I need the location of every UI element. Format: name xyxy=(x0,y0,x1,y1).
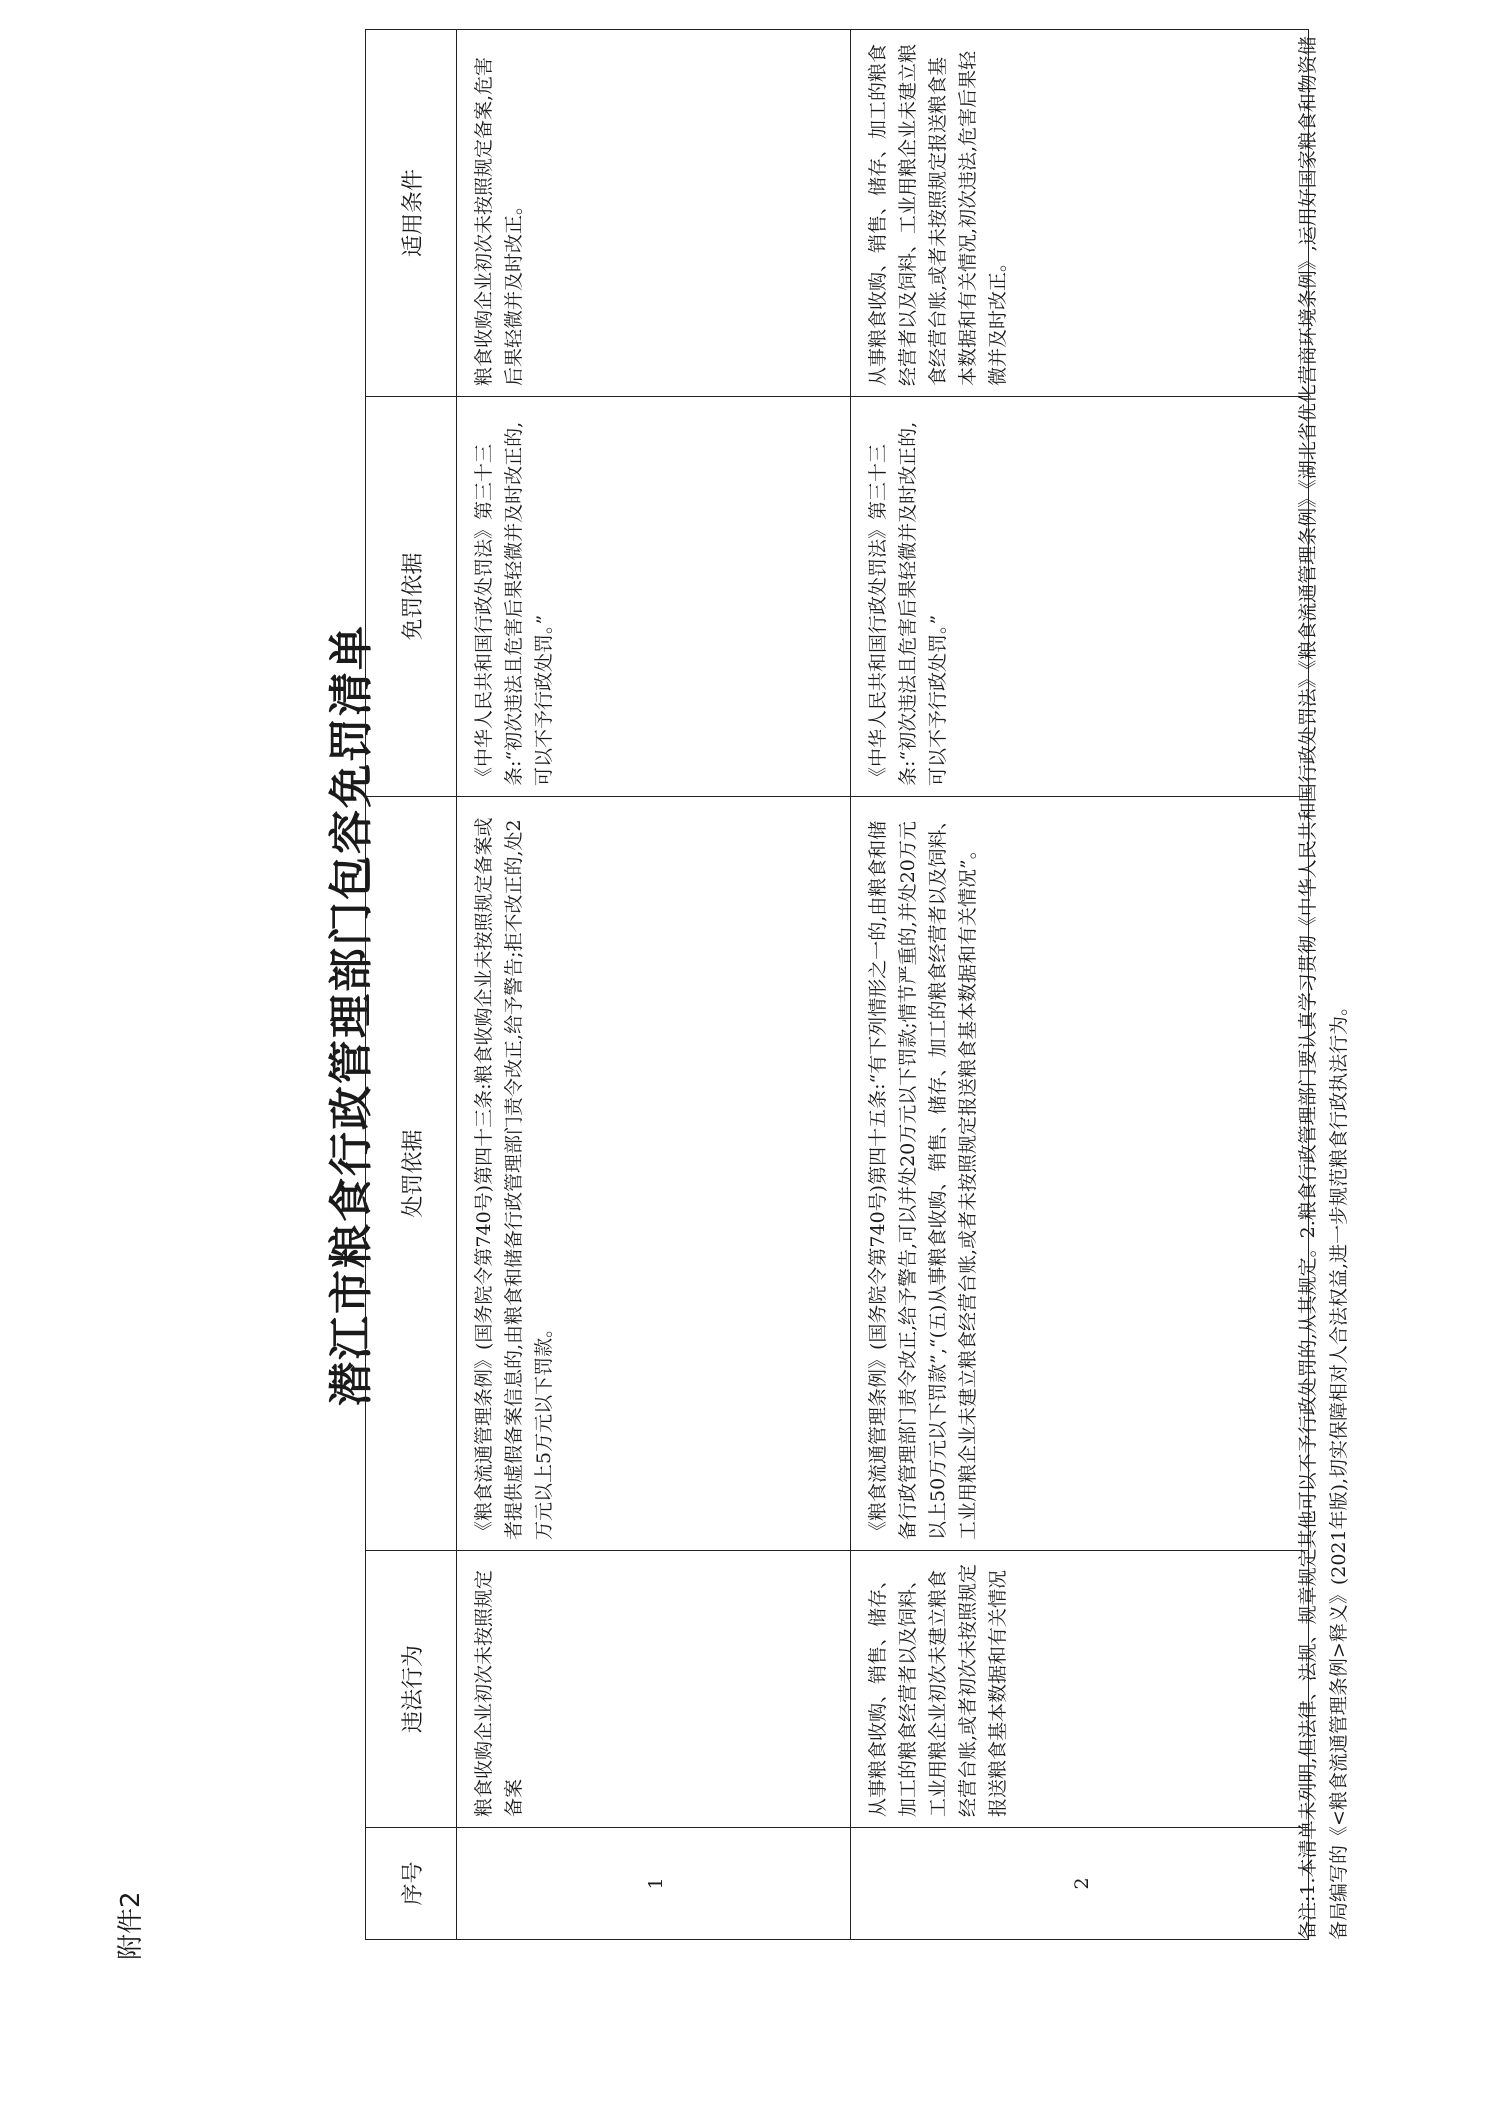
header-exemption-basis: 免罚依据 xyxy=(366,397,457,797)
header-penalty-basis: 处罚依据 xyxy=(366,797,457,1551)
row-penalty-basis: 《粮食流通管理条例》(国务院令第740号)第四十五条:“有下列情形之一的,由粮食和储备行政管理部门责令改正,给予警告,可以并处20万元以下罚款;情节严重的,并处20万元以上50万元以下罚款”,“(五)从事粮食收购、销售、储存、加工的粮食经营者以及饲料、工业用粮企业未建立粮食经营台账,或者未按照规定报送粮食基本数据和有关情况”。 xyxy=(851,797,1309,1551)
row-violation: 从事粮食收购、销售、储存、加工的粮食经营者以及饲料、工业用粮企业初次未建立粮食经营台账,或者初次未按照规定报送粮食基本数据和有关情况 xyxy=(851,1551,1309,1828)
rotated-landscape-page xyxy=(100,35,1390,1995)
row-exemption-basis: 《中华人民共和国行政处罚法》第三十三条:“初次违法且危害后果轻微并及时改正的,可以不予行政处罚。” xyxy=(457,397,851,797)
table-row xyxy=(457,30,851,1940)
table-header-row xyxy=(366,30,457,1940)
header-seq: 序号 xyxy=(366,1828,457,1940)
table-row xyxy=(851,30,1309,1940)
row-conditions: 从事粮食收购、销售、储存、加工的粮食经营者以及饲料、工业用粮企业未建立粮食经营台账,或者未按照规定报送粮食基本数据和有关情况,初次违法,危害后果轻微并及时改正。 xyxy=(851,30,1309,397)
exemption-list-table xyxy=(365,29,1309,1940)
header-violation: 违法行为 xyxy=(366,1551,457,1828)
row-conditions: 粮食收购企业初次未按照规定备案,危害后果轻微并及时改正。 xyxy=(457,30,851,397)
row-penalty-basis: 《粮食流通管理条例》(国务院令第740号)第四十三条:粮食收购企业未按照规定备案或者提供虚假备案信息的,由粮食和储备行政管理部门责令改正,给予警告;拒不改正的,处2万元以上5万元以下罚款。 xyxy=(457,797,851,1551)
row-exemption-basis: 《中华人民共和国行政处罚法》第三十三条:“初次违法且危害后果轻微并及时改正的,可以不予行政处罚。” xyxy=(851,397,1309,797)
footnote-remarks: 备注:1.本清单未列明,但法律、法规、规章规定其他可以不予行政处罚的,从其规定。2.粮食行政管理部门要认真学习贯彻《中华人民共和国行政处罚法》《粮食流通管理条例》《湖北省优化营商环境条例》,运用好国家粮食和物资储备局编写的《<粮食流通管理条例>释义》(2021年版),切实保障相对人合法权益,进一步规范粮食行政执法行为。 xyxy=(1297,36,1350,1940)
page-title: 潜江市粮食行政管理部门包容免罚清单 xyxy=(326,624,377,1406)
row-violation: 粮食收购企业初次未按照规定备案 xyxy=(457,1551,851,1828)
row-seq: 2 xyxy=(851,1828,1309,1940)
header-conditions: 适用条件 xyxy=(366,30,457,397)
attachment-label: 附件2 xyxy=(116,1891,146,1960)
row-seq: 1 xyxy=(457,1828,851,1940)
